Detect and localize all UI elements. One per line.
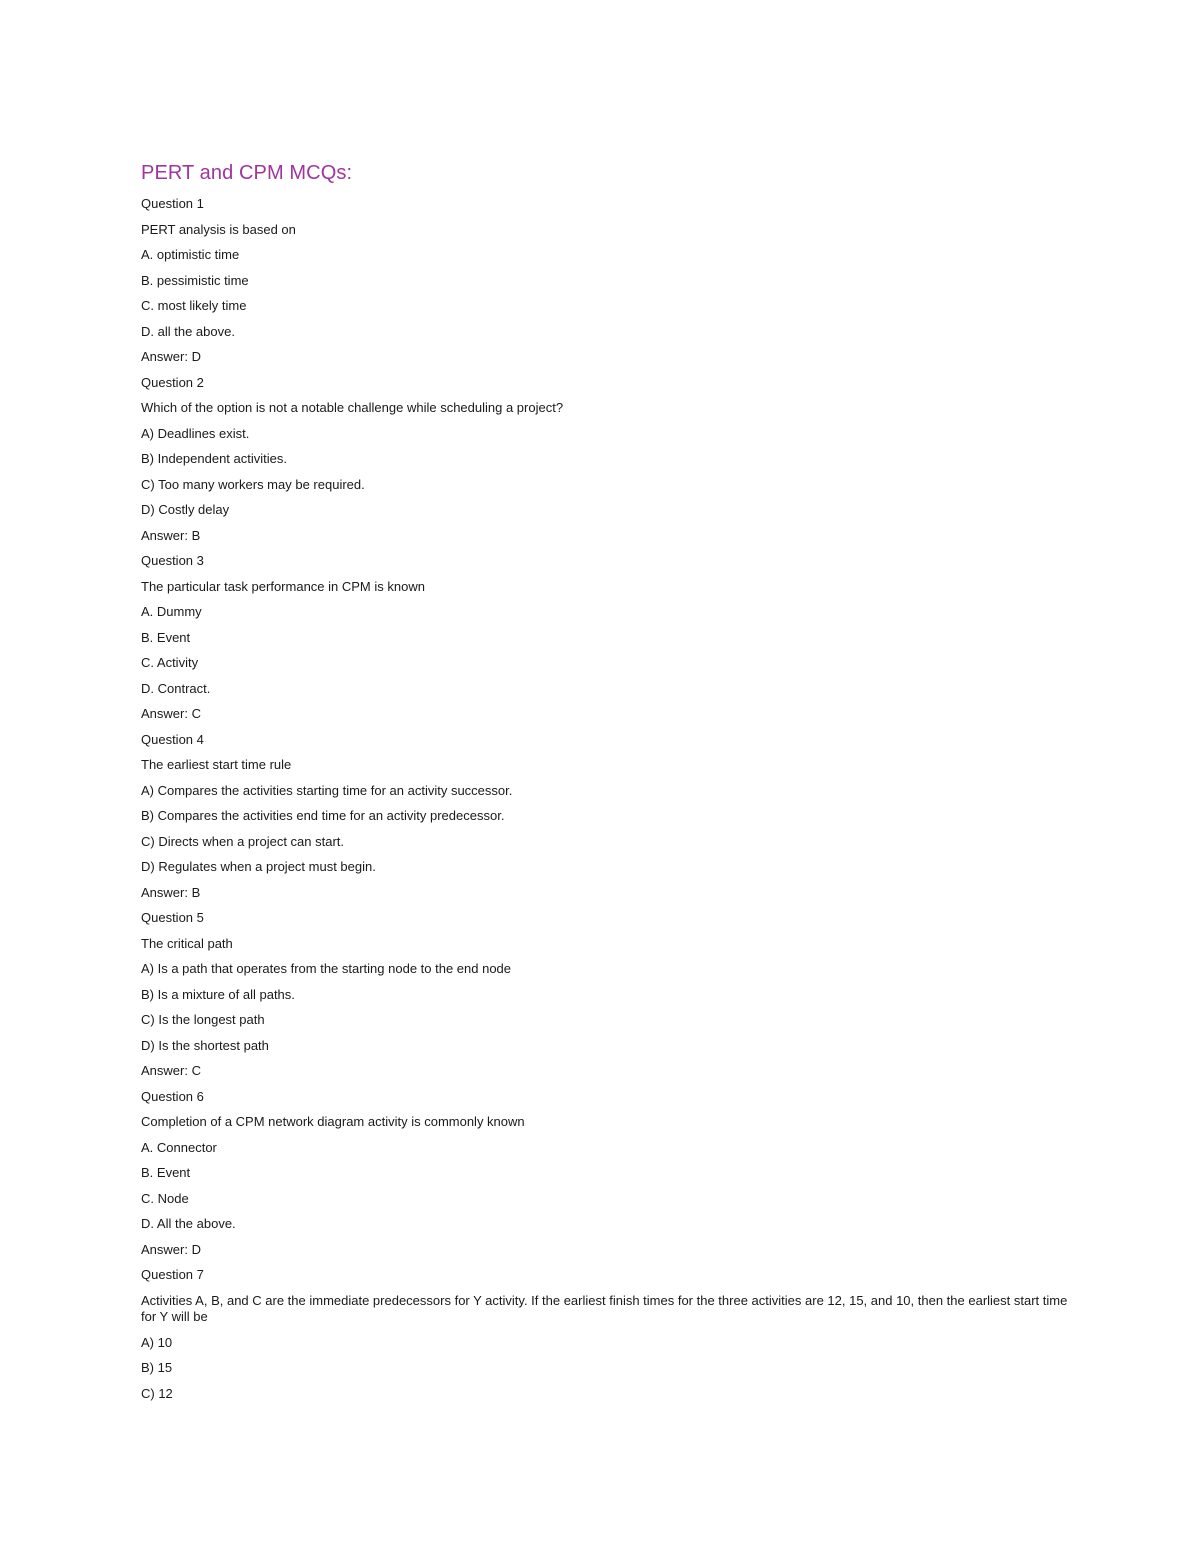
question-block bbox=[141, 375, 1071, 554]
question-block bbox=[141, 1267, 1071, 1411]
option: A. optimistic time bbox=[141, 247, 240, 262]
answer: Answer: D bbox=[141, 1241, 201, 1257]
option: B) Independent activities. bbox=[141, 451, 287, 466]
option: A. Connector bbox=[141, 1139, 217, 1155]
question-text: The earliest start time rule bbox=[141, 757, 292, 772]
document-title: PERT and CPM MCQs: bbox=[141, 162, 353, 184]
answer: Answer: B bbox=[141, 527, 201, 543]
option: A) Deadlines exist. bbox=[141, 425, 250, 441]
question-label: Question 6 bbox=[141, 1088, 204, 1104]
option: C. Node bbox=[141, 1190, 189, 1206]
option: B) Compares the activities end time for an activity predecessor. bbox=[141, 808, 505, 823]
option: A. Dummy bbox=[141, 604, 202, 619]
question-text: Completion of a CPM network diagram activity is commonly known bbox=[141, 1114, 525, 1129]
question-label: Question 4 bbox=[141, 731, 204, 747]
answer: Answer: C bbox=[141, 706, 201, 721]
question-text: Which of the option is not a notable challenge while scheduling a project? bbox=[141, 400, 564, 415]
answer: Answer: C bbox=[141, 1063, 201, 1078]
question-label: Question 7 bbox=[141, 1267, 204, 1282]
option: C) 12 bbox=[141, 1385, 173, 1401]
question-label: Question 5 bbox=[141, 910, 204, 925]
question-block bbox=[141, 910, 1071, 1089]
question-block bbox=[141, 1089, 1071, 1268]
option: D) Is the shortest path bbox=[141, 1037, 269, 1053]
option: A) Compares the activities starting time for an activity successor. bbox=[141, 782, 513, 798]
option: B. Event bbox=[141, 629, 191, 645]
option: D. all the above. bbox=[141, 323, 235, 339]
question-label: Question 3 bbox=[141, 553, 204, 568]
document-page bbox=[141, 158, 1071, 1411]
option: C. Activity bbox=[141, 655, 199, 670]
option: D. Contract. bbox=[141, 680, 211, 696]
option: A) Is a path that operates from the starting node to the end node bbox=[141, 961, 512, 976]
option: B. Event bbox=[141, 1165, 191, 1180]
option: D) Costly delay bbox=[141, 502, 230, 517]
option: C) Directs when a project can start. bbox=[141, 833, 345, 849]
question-block bbox=[141, 553, 1071, 732]
question-label: Question 2 bbox=[141, 374, 204, 390]
option: C) Too many workers may be required. bbox=[141, 476, 365, 492]
question-block bbox=[141, 732, 1071, 911]
question-text: Activities A, B, and C are the immediate predecessors for Y activity. If the earliest finish times for the three activities are 12, 15, and 10, then the earliest start time for Y will be bbox=[141, 1292, 1068, 1324]
option: C. most likely time bbox=[141, 298, 247, 313]
option: B) 15 bbox=[141, 1360, 173, 1375]
question-text: The particular task performance in CPM is known bbox=[141, 578, 425, 594]
option: A) 10 bbox=[141, 1334, 173, 1350]
option: B) Is a mixture of all paths. bbox=[141, 986, 295, 1002]
answer: Answer: D bbox=[141, 349, 201, 364]
option: C) Is the longest path bbox=[141, 1012, 265, 1027]
option: D. All the above. bbox=[141, 1216, 236, 1231]
question-label: Question 1 bbox=[141, 196, 204, 211]
question-block bbox=[141, 196, 1071, 375]
question-text: The critical path bbox=[141, 935, 233, 951]
option: B. pessimistic time bbox=[141, 272, 249, 288]
question-text: PERT analysis is based on bbox=[141, 221, 296, 237]
answer: Answer: B bbox=[141, 884, 201, 900]
option: D) Regulates when a project must begin. bbox=[141, 859, 376, 874]
